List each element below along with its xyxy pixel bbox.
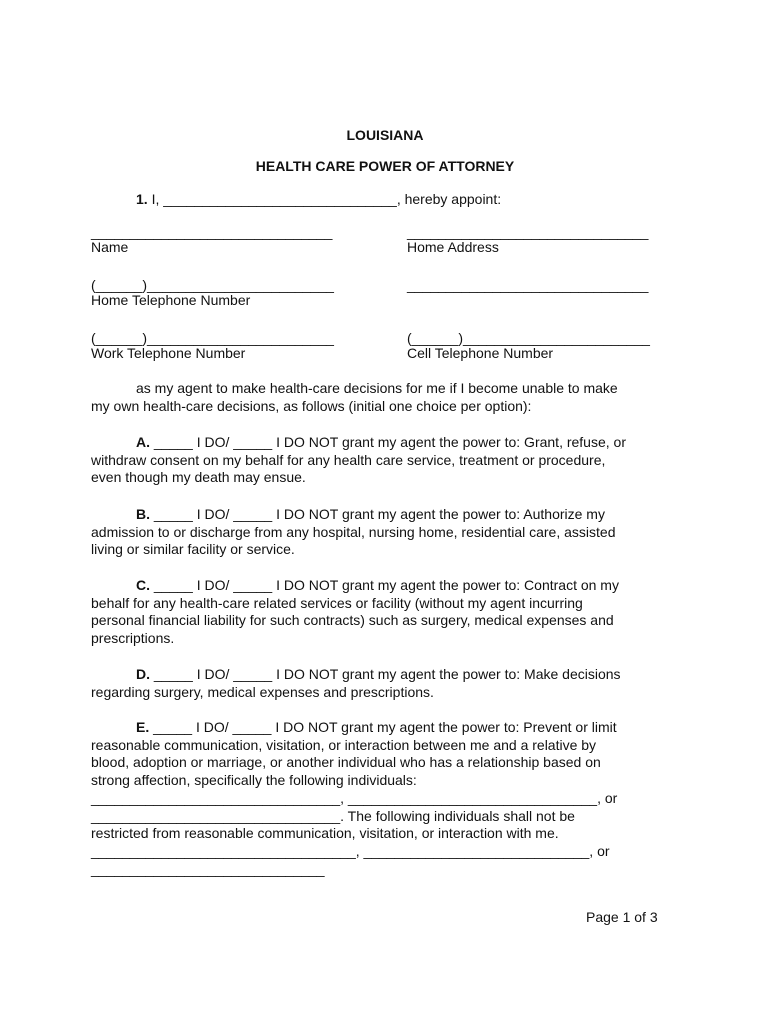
option-c-line: personal financial liability for such contracts) such as surgery, medical expenses and [91,612,614,629]
option-a-first-line [91,434,681,452]
option-a-line: even though my death may ensue. [91,469,306,486]
option-c-line: behalf for any health-care related services or facility (without my agent incurring [91,594,583,611]
work-phone-line[interactable]: (______)________________________ [91,330,334,346]
work-phone-label: Work Telephone Number [91,345,246,361]
option-e [91,719,681,878]
option-e-line: blood, adoption or marriage, or another individual who has a relationship based on [91,754,601,771]
home-address-label: Home Address [407,239,499,255]
option-e-individuals-line[interactable]: ______________________________ [91,860,325,877]
option-e-first-line [91,719,681,737]
option-e-individuals-line[interactable]: __________________________________, _____________________________, or [91,842,610,859]
option-a-line: withdraw consent on my behalf for any health care service, treatment or procedure, [91,451,606,468]
option-b-initials-text[interactable]: _____ I DO/ _____ I DO NOT grant my agent the power to: Authorize my [150,506,605,522]
option-e-letter: E. [136,719,150,735]
option-c [91,577,681,648]
option-d-initials-text[interactable]: _____ I DO/ _____ I DO NOT grant my agent the power to: Make decisions [150,666,621,682]
intro-line: as my agent to make health-care decisions for me if I become unable to make [136,380,618,396]
item-1 [136,190,501,208]
home-address-line[interactable]: _______________________________ [407,224,649,240]
option-e-line: restricted from reasonable communication, visitation, or interaction with me. [91,825,559,842]
option-d-letter: D. [136,666,150,682]
option-e-line: reasonable communication, visitation, or interaction between me and a relative by [91,736,597,753]
option-d-line: regarding surgery, medical expenses and prescriptions. [91,683,434,700]
option-a-initials-text[interactable]: _____ I DO/ _____ I DO NOT grant my agent the power to: Grant, refuse, or [150,434,626,450]
home-phone-line[interactable]: (______)________________________ [91,277,334,293]
cell-phone-label: Cell Telephone Number [407,345,554,361]
home-phone-label: Home Telephone Number [91,292,251,308]
option-c-initials-text[interactable]: _____ I DO/ _____ I DO NOT grant my agent the power to: Contract on my [150,577,619,593]
item-1-number: 1. [136,191,148,207]
cell-phone-line[interactable]: (______)________________________ [407,330,650,346]
option-c-letter: C. [136,577,150,593]
option-d-first-line [91,666,681,684]
option-b-letter: B. [136,506,150,522]
option-c-first-line [91,577,681,595]
option-b-line: admission to or discharge from any hospital, nursing home, residential care, assisted [91,523,616,540]
name-label: Name [91,239,129,255]
option-c-line: prescriptions. [91,630,175,647]
name-line[interactable]: _______________________________ [91,224,333,240]
option-e-line: strong affection, specifically the following individuals: [91,772,417,789]
item-1-text: I, ______________________________, hereby appoint: [151,191,502,207]
option-a-letter: A. [136,434,150,450]
intro-line: my own health-care decisions, as follows (initial one choice per option): [91,397,532,414]
option-e-individuals-line[interactable]: ________________________________. The following individuals shall not be [91,807,575,824]
document-state-heading: LOUISIANA [346,127,424,143]
option-e-initials-text[interactable]: _____ I DO/ _____ I DO NOT grant my agent the power to: Prevent or limit [149,719,617,735]
option-b [91,506,681,559]
document-title: HEALTH CARE POWER OF ATTORNEY [255,158,515,174]
home-address-line-2[interactable]: _______________________________ [407,277,649,293]
option-e-individuals-line[interactable]: ________________________________, ________________________________, or [91,789,618,806]
option-b-first-line [91,506,681,524]
option-d [91,666,681,701]
page-number: Page 1 of 3 [586,909,658,925]
intro-paragraph [91,380,681,415]
option-a [91,434,681,487]
option-b-line: living or similar facility or service. [91,541,295,558]
